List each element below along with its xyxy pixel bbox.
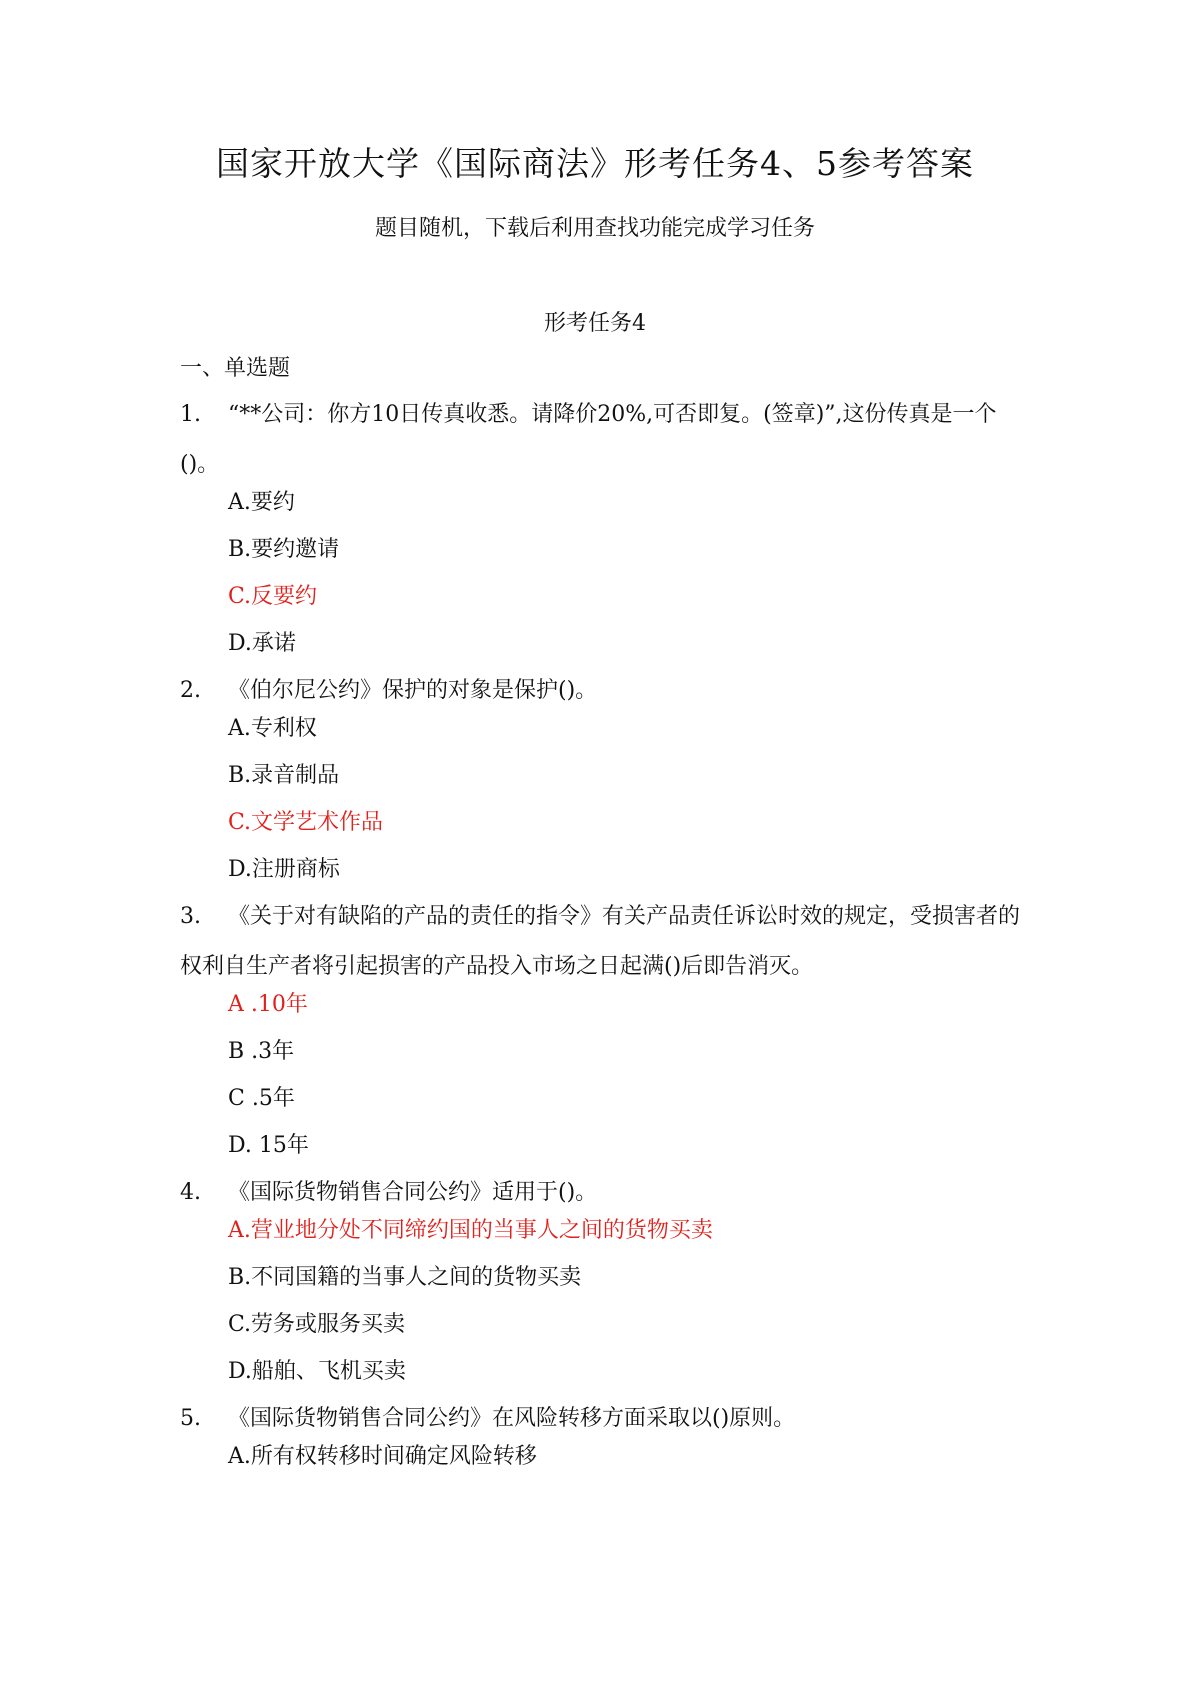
question-text: [180, 892, 1020, 992]
document-subtitle: 题目随机，下载后利用查找功能完成学习任务: [374, 216, 815, 241]
answer-option: D.注册商标: [228, 857, 340, 882]
question-stem: 《国际货物销售合同公约》在风险转移方面采取以()原则。: [228, 1406, 796, 1431]
question-number: 4.: [180, 1180, 201, 1205]
question-item: [180, 1168, 1020, 1387]
question-text: [180, 1168, 1020, 1218]
answer-option: D.承诺: [228, 631, 296, 656]
answer-option: A.专利权: [228, 716, 317, 741]
answer-option: D. 15年: [228, 1133, 309, 1158]
question-stem: 《伯尔尼公约》保护的对象是保护()。: [228, 678, 598, 703]
question-number: 5.: [180, 1406, 201, 1431]
question-stem: “**公司：你方10日传真收悉。请降价20%,可否即复。(签章)”,这份传真是一个()。: [180, 402, 997, 477]
answer-option-correct: C.文学艺术作品: [228, 810, 384, 835]
question-number: 3.: [180, 904, 201, 929]
answer-option-correct: A .10年: [228, 992, 308, 1017]
questions-container: [180, 390, 1020, 1472]
question-stem: 《关于对有缺陷的产品的责任的指令》有关产品责任诉讼时效的规定，受损害者的权利自生产者将引起损害的产品投入市场之日起满()后即告消灭。: [180, 904, 1021, 979]
answer-option: D.船舶、飞机买卖: [228, 1359, 406, 1384]
question-text: [180, 666, 1020, 716]
answer-option: A.所有权转移时间确定风险转移: [228, 1444, 537, 1469]
answer-option-correct: C.反要约: [228, 584, 318, 609]
task-heading: 形考任务4: [544, 311, 646, 336]
question-stem: 《国际货物销售合同公约》适用于()。: [228, 1180, 598, 1205]
question-text: [180, 1394, 1020, 1444]
answer-option: A.要约: [228, 490, 295, 515]
question-number: 1.: [180, 402, 201, 427]
answer-option: B.不同国籍的当事人之间的货物买卖: [228, 1265, 582, 1290]
answer-option: B.要约邀请: [228, 537, 340, 562]
question-item: [180, 1394, 1020, 1472]
answer-option: C .5年: [228, 1086, 295, 1111]
answer-option: B .3年: [228, 1039, 295, 1064]
question-item: [180, 666, 1020, 885]
question-list: [180, 354, 1020, 1489]
answer-option: B.录音制品: [228, 763, 340, 788]
question-item: [180, 892, 1020, 1161]
question-text: [180, 390, 1020, 490]
answer-option: C.劳务或服务买卖: [228, 1312, 406, 1337]
section-title: 一、单选题: [180, 356, 291, 381]
question-item: [180, 390, 1020, 659]
question-number: 2.: [180, 678, 201, 703]
answer-option-correct: A.营业地分处不同缔约国的当事人之间的货物买卖: [228, 1218, 713, 1243]
document-title: 国家开放大学《国际商法》形考任务4、5参考答案: [216, 144, 974, 183]
